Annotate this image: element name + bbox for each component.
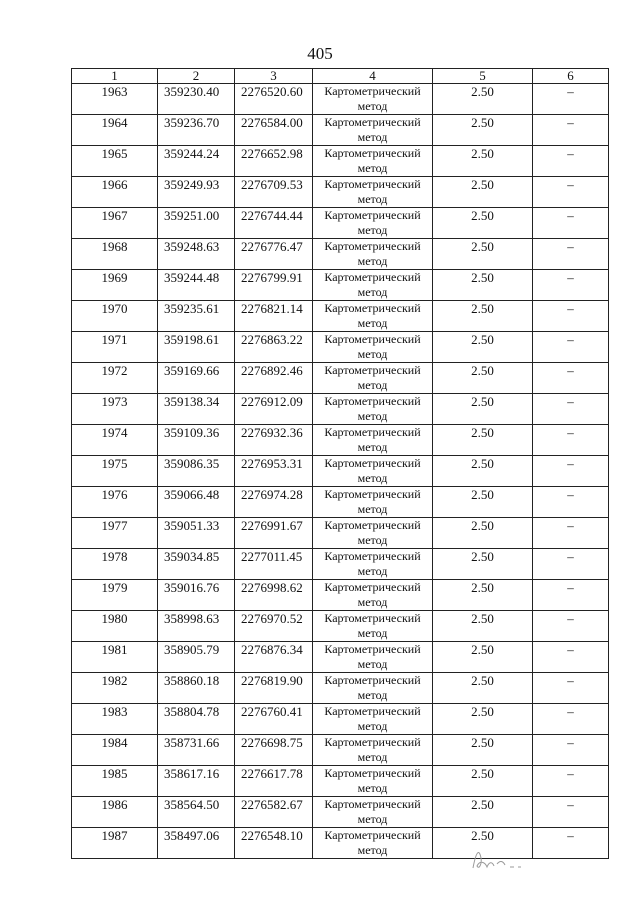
note-cell: – — [533, 611, 609, 642]
method-line-2: метод — [357, 688, 388, 702]
method-line-2: метод — [357, 719, 388, 733]
x-coordinate-cell: 358998.63 — [158, 611, 235, 642]
method-cell — [313, 425, 433, 456]
x-coordinate-cell: 359051.33 — [158, 518, 235, 549]
note-cell: – — [533, 828, 609, 859]
table-row — [72, 146, 609, 177]
table-row — [72, 704, 609, 735]
table-header-row — [72, 69, 609, 84]
precision-cell: 2.50 — [433, 208, 533, 239]
point-number-cell: 1964 — [72, 115, 158, 146]
point-number-cell: 1975 — [72, 456, 158, 487]
y-coordinate-cell: 2276548.10 — [235, 828, 313, 859]
method-line-1: Картометрический — [324, 766, 421, 780]
method-line-1: Картометрический — [324, 642, 421, 656]
method-cell — [313, 487, 433, 518]
y-coordinate-cell: 2276709.53 — [235, 177, 313, 208]
precision-cell: 2.50 — [433, 828, 533, 859]
y-coordinate-cell: 2276520.60 — [235, 84, 313, 115]
method-cell — [313, 735, 433, 766]
table-row — [72, 766, 609, 797]
x-coordinate-cell: 358905.79 — [158, 642, 235, 673]
x-coordinate-cell: 359248.63 — [158, 239, 235, 270]
precision-cell: 2.50 — [433, 239, 533, 270]
note-cell: – — [533, 208, 609, 239]
method-line-2: метод — [357, 440, 388, 454]
precision-cell: 2.50 — [433, 456, 533, 487]
y-coordinate-cell: 2276760.41 — [235, 704, 313, 735]
method-line-1: Картометрический — [324, 239, 421, 253]
table-row — [72, 115, 609, 146]
method-line-2: метод — [357, 99, 388, 113]
method-line-1: Картометрический — [324, 394, 421, 408]
x-coordinate-cell: 359244.24 — [158, 146, 235, 177]
table-row — [72, 797, 609, 828]
note-cell: – — [533, 146, 609, 177]
x-coordinate-cell: 359235.61 — [158, 301, 235, 332]
method-line-2: метод — [357, 409, 388, 423]
method-line-1: Картометрический — [324, 828, 421, 842]
method-line-1: Картометрический — [324, 332, 421, 346]
point-number-cell: 1984 — [72, 735, 158, 766]
y-coordinate-cell: 2276970.52 — [235, 611, 313, 642]
point-number-cell: 1986 — [72, 797, 158, 828]
y-coordinate-cell: 2276876.34 — [235, 642, 313, 673]
method-cell — [313, 394, 433, 425]
y-coordinate-cell: 2276863.22 — [235, 332, 313, 363]
precision-cell: 2.50 — [433, 363, 533, 394]
precision-cell: 2.50 — [433, 332, 533, 363]
method-line-2: метод — [357, 347, 388, 361]
note-cell: – — [533, 425, 609, 456]
table-row — [72, 394, 609, 425]
note-cell: – — [533, 735, 609, 766]
header-col-5: 5 — [433, 69, 533, 84]
method-cell — [313, 84, 433, 115]
precision-cell: 2.50 — [433, 84, 533, 115]
precision-cell: 2.50 — [433, 704, 533, 735]
precision-cell: 2.50 — [433, 146, 533, 177]
note-cell: – — [533, 363, 609, 394]
method-cell — [313, 673, 433, 704]
table-row — [72, 580, 609, 611]
table-row — [72, 177, 609, 208]
y-coordinate-cell: 2276584.00 — [235, 115, 313, 146]
x-coordinate-cell: 359034.85 — [158, 549, 235, 580]
method-cell — [313, 146, 433, 177]
x-coordinate-cell: 359198.61 — [158, 332, 235, 363]
point-number-cell: 1982 — [72, 673, 158, 704]
point-number-cell: 1968 — [72, 239, 158, 270]
method-line-2: метод — [357, 533, 388, 547]
x-coordinate-cell: 358497.06 — [158, 828, 235, 859]
method-line-2: метод — [357, 843, 388, 857]
method-line-1: Картометрический — [324, 549, 421, 563]
note-cell: – — [533, 797, 609, 828]
note-cell: – — [533, 456, 609, 487]
table-row — [72, 642, 609, 673]
y-coordinate-cell: 2276617.78 — [235, 766, 313, 797]
method-cell — [313, 611, 433, 642]
method-line-2: метод — [357, 750, 388, 764]
method-cell — [313, 239, 433, 270]
header-col-2: 2 — [158, 69, 235, 84]
method-line-2: метод — [357, 471, 388, 485]
x-coordinate-cell: 358564.50 — [158, 797, 235, 828]
method-cell — [313, 828, 433, 859]
table-row — [72, 518, 609, 549]
point-number-cell: 1971 — [72, 332, 158, 363]
method-line-2: метод — [357, 130, 388, 144]
x-coordinate-cell: 359251.00 — [158, 208, 235, 239]
table-row — [72, 301, 609, 332]
method-line-1: Картометрический — [324, 115, 421, 129]
point-number-cell: 1974 — [72, 425, 158, 456]
method-cell — [313, 549, 433, 580]
y-coordinate-cell: 2276974.28 — [235, 487, 313, 518]
note-cell: – — [533, 704, 609, 735]
table-row — [72, 363, 609, 394]
precision-cell: 2.50 — [433, 270, 533, 301]
method-cell — [313, 301, 433, 332]
y-coordinate-cell: 2276932.36 — [235, 425, 313, 456]
precision-cell: 2.50 — [433, 642, 533, 673]
x-coordinate-cell: 358731.66 — [158, 735, 235, 766]
method-cell — [313, 642, 433, 673]
note-cell: – — [533, 177, 609, 208]
point-number-cell: 1966 — [72, 177, 158, 208]
method-line-1: Картометрический — [324, 704, 421, 718]
precision-cell: 2.50 — [433, 549, 533, 580]
method-line-2: метод — [357, 626, 388, 640]
method-line-2: метод — [357, 564, 388, 578]
y-coordinate-cell: 2276799.91 — [235, 270, 313, 301]
note-cell: – — [533, 487, 609, 518]
method-line-1: Картометрический — [324, 611, 421, 625]
point-number-cell: 1977 — [72, 518, 158, 549]
table-row — [72, 611, 609, 642]
note-cell: – — [533, 394, 609, 425]
x-coordinate-cell: 359066.48 — [158, 487, 235, 518]
point-number-cell: 1979 — [72, 580, 158, 611]
method-line-2: метод — [357, 223, 388, 237]
method-line-1: Картометрический — [324, 735, 421, 749]
precision-cell: 2.50 — [433, 735, 533, 766]
table-row — [72, 332, 609, 363]
table-row — [72, 84, 609, 115]
method-line-1: Картометрический — [324, 518, 421, 532]
precision-cell: 2.50 — [433, 518, 533, 549]
method-line-2: метод — [357, 781, 388, 795]
method-line-2: метод — [357, 812, 388, 826]
y-coordinate-cell: 2276991.67 — [235, 518, 313, 549]
x-coordinate-cell: 359236.70 — [158, 115, 235, 146]
handwritten-signature — [470, 842, 540, 881]
method-line-1: Картометрический — [324, 84, 421, 98]
method-line-2: метод — [357, 254, 388, 268]
precision-cell: 2.50 — [433, 177, 533, 208]
method-line-1: Картометрический — [324, 363, 421, 377]
header-col-3: 3 — [235, 69, 313, 84]
method-cell — [313, 704, 433, 735]
note-cell: – — [533, 518, 609, 549]
method-cell — [313, 766, 433, 797]
point-number-cell: 1973 — [72, 394, 158, 425]
x-coordinate-cell: 358617.16 — [158, 766, 235, 797]
method-line-1: Картометрический — [324, 146, 421, 160]
precision-cell: 2.50 — [433, 580, 533, 611]
table-row — [72, 208, 609, 239]
note-cell: – — [533, 115, 609, 146]
point-number-cell: 1969 — [72, 270, 158, 301]
method-line-2: метод — [357, 657, 388, 671]
method-line-2: метод — [357, 161, 388, 175]
precision-cell: 2.50 — [433, 766, 533, 797]
table-row — [72, 270, 609, 301]
method-cell — [313, 363, 433, 394]
table-row — [72, 487, 609, 518]
y-coordinate-cell: 2276744.44 — [235, 208, 313, 239]
method-cell — [313, 580, 433, 611]
table-row — [72, 456, 609, 487]
note-cell: – — [533, 270, 609, 301]
method-cell — [313, 208, 433, 239]
x-coordinate-cell: 359169.66 — [158, 363, 235, 394]
point-number-cell: 1983 — [72, 704, 158, 735]
note-cell: – — [533, 332, 609, 363]
y-coordinate-cell: 2276953.31 — [235, 456, 313, 487]
y-coordinate-cell: 2276652.98 — [235, 146, 313, 177]
x-coordinate-cell: 359249.93 — [158, 177, 235, 208]
y-coordinate-cell: 2276582.67 — [235, 797, 313, 828]
precision-cell: 2.50 — [433, 425, 533, 456]
method-cell — [313, 177, 433, 208]
x-coordinate-cell: 359016.76 — [158, 580, 235, 611]
method-cell — [313, 518, 433, 549]
method-line-1: Картометрический — [324, 580, 421, 594]
point-number-cell: 1963 — [72, 84, 158, 115]
table-row — [72, 735, 609, 766]
method-line-1: Картометрический — [324, 301, 421, 315]
x-coordinate-cell: 359086.35 — [158, 456, 235, 487]
method-cell — [313, 270, 433, 301]
point-number-cell: 1967 — [72, 208, 158, 239]
point-number-cell: 1970 — [72, 301, 158, 332]
header-col-6: 6 — [533, 69, 609, 84]
method-cell — [313, 797, 433, 828]
y-coordinate-cell: 2277011.45 — [235, 549, 313, 580]
method-line-2: метод — [357, 285, 388, 299]
y-coordinate-cell: 2276912.09 — [235, 394, 313, 425]
x-coordinate-cell: 358804.78 — [158, 704, 235, 735]
note-cell: – — [533, 239, 609, 270]
precision-cell: 2.50 — [433, 487, 533, 518]
method-line-1: Картометрический — [324, 208, 421, 222]
method-line-2: метод — [357, 595, 388, 609]
method-line-1: Картометрический — [324, 425, 421, 439]
y-coordinate-cell: 2276698.75 — [235, 735, 313, 766]
header-col-1: 1 — [72, 69, 158, 84]
table-row — [72, 425, 609, 456]
method-line-1: Картометрический — [324, 487, 421, 501]
method-cell — [313, 115, 433, 146]
x-coordinate-cell: 359244.48 — [158, 270, 235, 301]
x-coordinate-cell: 359138.34 — [158, 394, 235, 425]
precision-cell: 2.50 — [433, 611, 533, 642]
point-number-cell: 1978 — [72, 549, 158, 580]
note-cell: – — [533, 84, 609, 115]
x-coordinate-cell: 359109.36 — [158, 425, 235, 456]
point-number-cell: 1965 — [72, 146, 158, 177]
method-line-2: метод — [357, 192, 388, 206]
page-number: 405 — [307, 44, 333, 63]
precision-cell: 2.50 — [433, 673, 533, 704]
precision-cell: 2.50 — [433, 797, 533, 828]
coordinates-table — [71, 68, 609, 859]
point-number-cell: 1972 — [72, 363, 158, 394]
method-line-1: Картометрический — [324, 673, 421, 687]
point-number-cell: 1987 — [72, 828, 158, 859]
note-cell: – — [533, 549, 609, 580]
method-line-1: Картометрический — [324, 177, 421, 191]
header-col-4: 4 — [313, 69, 433, 84]
method-line-1: Картометрический — [324, 797, 421, 811]
method-line-2: метод — [357, 378, 388, 392]
method-line-1: Картометрический — [324, 456, 421, 470]
point-number-cell: 1980 — [72, 611, 158, 642]
method-line-1: Картометрический — [324, 270, 421, 284]
table-row — [72, 239, 609, 270]
point-number-cell: 1981 — [72, 642, 158, 673]
note-cell: – — [533, 642, 609, 673]
point-number-cell: 1985 — [72, 766, 158, 797]
note-cell: – — [533, 301, 609, 332]
precision-cell: 2.50 — [433, 115, 533, 146]
point-number-cell: 1976 — [72, 487, 158, 518]
method-cell — [313, 332, 433, 363]
method-line-2: метод — [357, 502, 388, 516]
table-row — [72, 673, 609, 704]
note-cell: – — [533, 580, 609, 611]
y-coordinate-cell: 2276776.47 — [235, 239, 313, 270]
precision-cell: 2.50 — [433, 394, 533, 425]
x-coordinate-cell: 358860.18 — [158, 673, 235, 704]
note-cell: – — [533, 766, 609, 797]
table-row — [72, 549, 609, 580]
x-coordinate-cell: 359230.40 — [158, 84, 235, 115]
method-line-2: метод — [357, 316, 388, 330]
method-cell — [313, 456, 433, 487]
y-coordinate-cell: 2276821.14 — [235, 301, 313, 332]
note-cell: – — [533, 673, 609, 704]
y-coordinate-cell: 2276892.46 — [235, 363, 313, 394]
y-coordinate-cell: 2276819.90 — [235, 673, 313, 704]
precision-cell: 2.50 — [433, 301, 533, 332]
y-coordinate-cell: 2276998.62 — [235, 580, 313, 611]
